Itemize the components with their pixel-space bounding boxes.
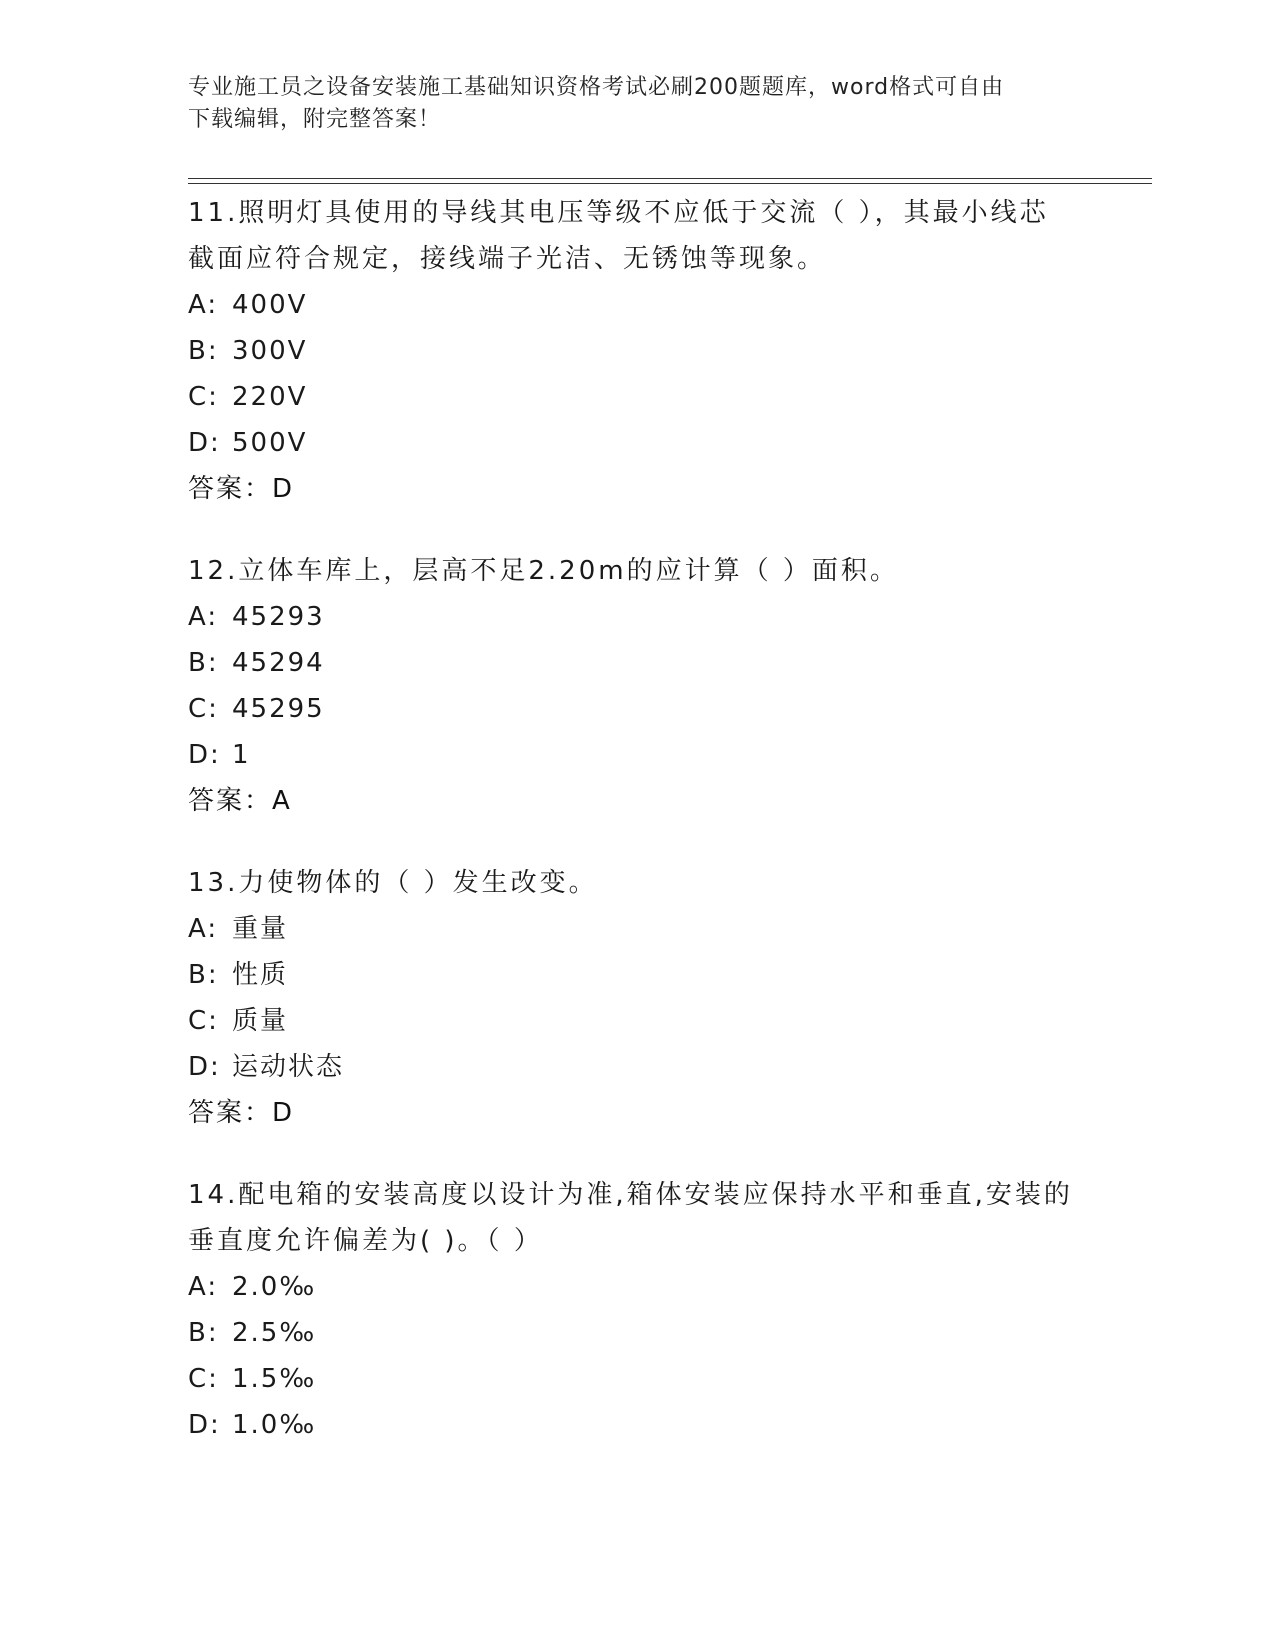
option-letter: C: [188, 1364, 219, 1394]
option-letter: A: [188, 1272, 219, 1302]
option-letter: D: [188, 428, 221, 458]
option-letter: A: [188, 290, 219, 320]
option-text: 300V [232, 336, 308, 366]
option-a [188, 282, 1088, 328]
option-b [188, 328, 1088, 374]
question-13 [188, 860, 1088, 1136]
option-text: 2.0‰ [232, 1272, 317, 1302]
option-text: 2.5‰ [232, 1318, 317, 1348]
option-text: 性质 [232, 960, 289, 990]
option-b [188, 952, 1088, 998]
answer-key: 答案：D [188, 1098, 295, 1128]
option-letter: A: [188, 602, 219, 632]
option-text: 1 [232, 740, 251, 770]
option-b [188, 1310, 1088, 1356]
question-14 [188, 1172, 1088, 1448]
header-divider-bottom [188, 183, 1152, 184]
option-text: 45293 [232, 602, 325, 632]
option-text: 45294 [232, 648, 325, 678]
option-text: 重量 [232, 914, 289, 944]
option-letter: B: [188, 960, 219, 990]
option-c [188, 998, 1088, 1044]
option-text: 500V [232, 428, 308, 458]
option-text: 1.0‰ [232, 1410, 317, 1440]
question-stem-line-1: 12.立体车库上，层高不足2.20m的应计算（ ）面积。 [188, 556, 899, 586]
option-d [188, 420, 1088, 466]
question-stem-line-2: 垂直度允许偏差为( )。（ ） [188, 1226, 543, 1256]
question-list [188, 190, 1088, 1484]
option-letter: C: [188, 1006, 219, 1036]
option-text: 400V [232, 290, 308, 320]
option-letter: C: [188, 382, 219, 412]
option-text: 运动状态 [232, 1052, 345, 1082]
option-letter: B: [188, 336, 219, 366]
option-b [188, 640, 1088, 686]
document-header [188, 72, 1088, 136]
option-c [188, 1356, 1088, 1402]
question-stem-line-1: 11.照明灯具使用的导线其电压等级不应低于交流（ ），其最小线芯 [188, 198, 1049, 228]
option-c [188, 374, 1088, 420]
question-stem-line-2: 截面应符合规定，接线端子光洁、无锈蚀等现象。 [188, 244, 827, 274]
option-d [188, 1044, 1088, 1090]
header-divider-top [188, 178, 1152, 179]
option-text: 质量 [232, 1006, 289, 1036]
option-letter: A: [188, 914, 219, 944]
option-text: 45295 [232, 694, 325, 724]
header-title-line-1: 专业施工员之设备安装施工基础知识资格考试必刷200题题库，word格式可自由 [188, 75, 1005, 100]
option-letter: B: [188, 1318, 219, 1348]
option-letter: D: [188, 1410, 221, 1440]
option-d [188, 732, 1088, 778]
option-letter: B: [188, 648, 219, 678]
question-stem-line-1: 14.配电箱的安装高度以设计为准,箱体安装应保持水平和垂直,安装的 [188, 1180, 1073, 1210]
header-title-line-2: 下载编辑，附完整答案！ [188, 107, 442, 132]
option-letter: D: [188, 740, 221, 770]
option-letter: C: [188, 694, 219, 724]
answer-key: 答案：D [188, 474, 295, 504]
option-d [188, 1402, 1088, 1448]
option-c [188, 686, 1088, 732]
option-text: 1.5‰ [232, 1364, 317, 1394]
question-stem-line-1: 13.力使物体的（ ）发生改变。 [188, 868, 598, 898]
option-text: 220V [232, 382, 308, 412]
question-11 [188, 190, 1088, 512]
answer-key: 答案：A [188, 786, 292, 816]
question-12 [188, 548, 1088, 824]
option-a [188, 1264, 1088, 1310]
option-a [188, 906, 1088, 952]
option-letter: D: [188, 1052, 221, 1082]
option-a [188, 594, 1088, 640]
